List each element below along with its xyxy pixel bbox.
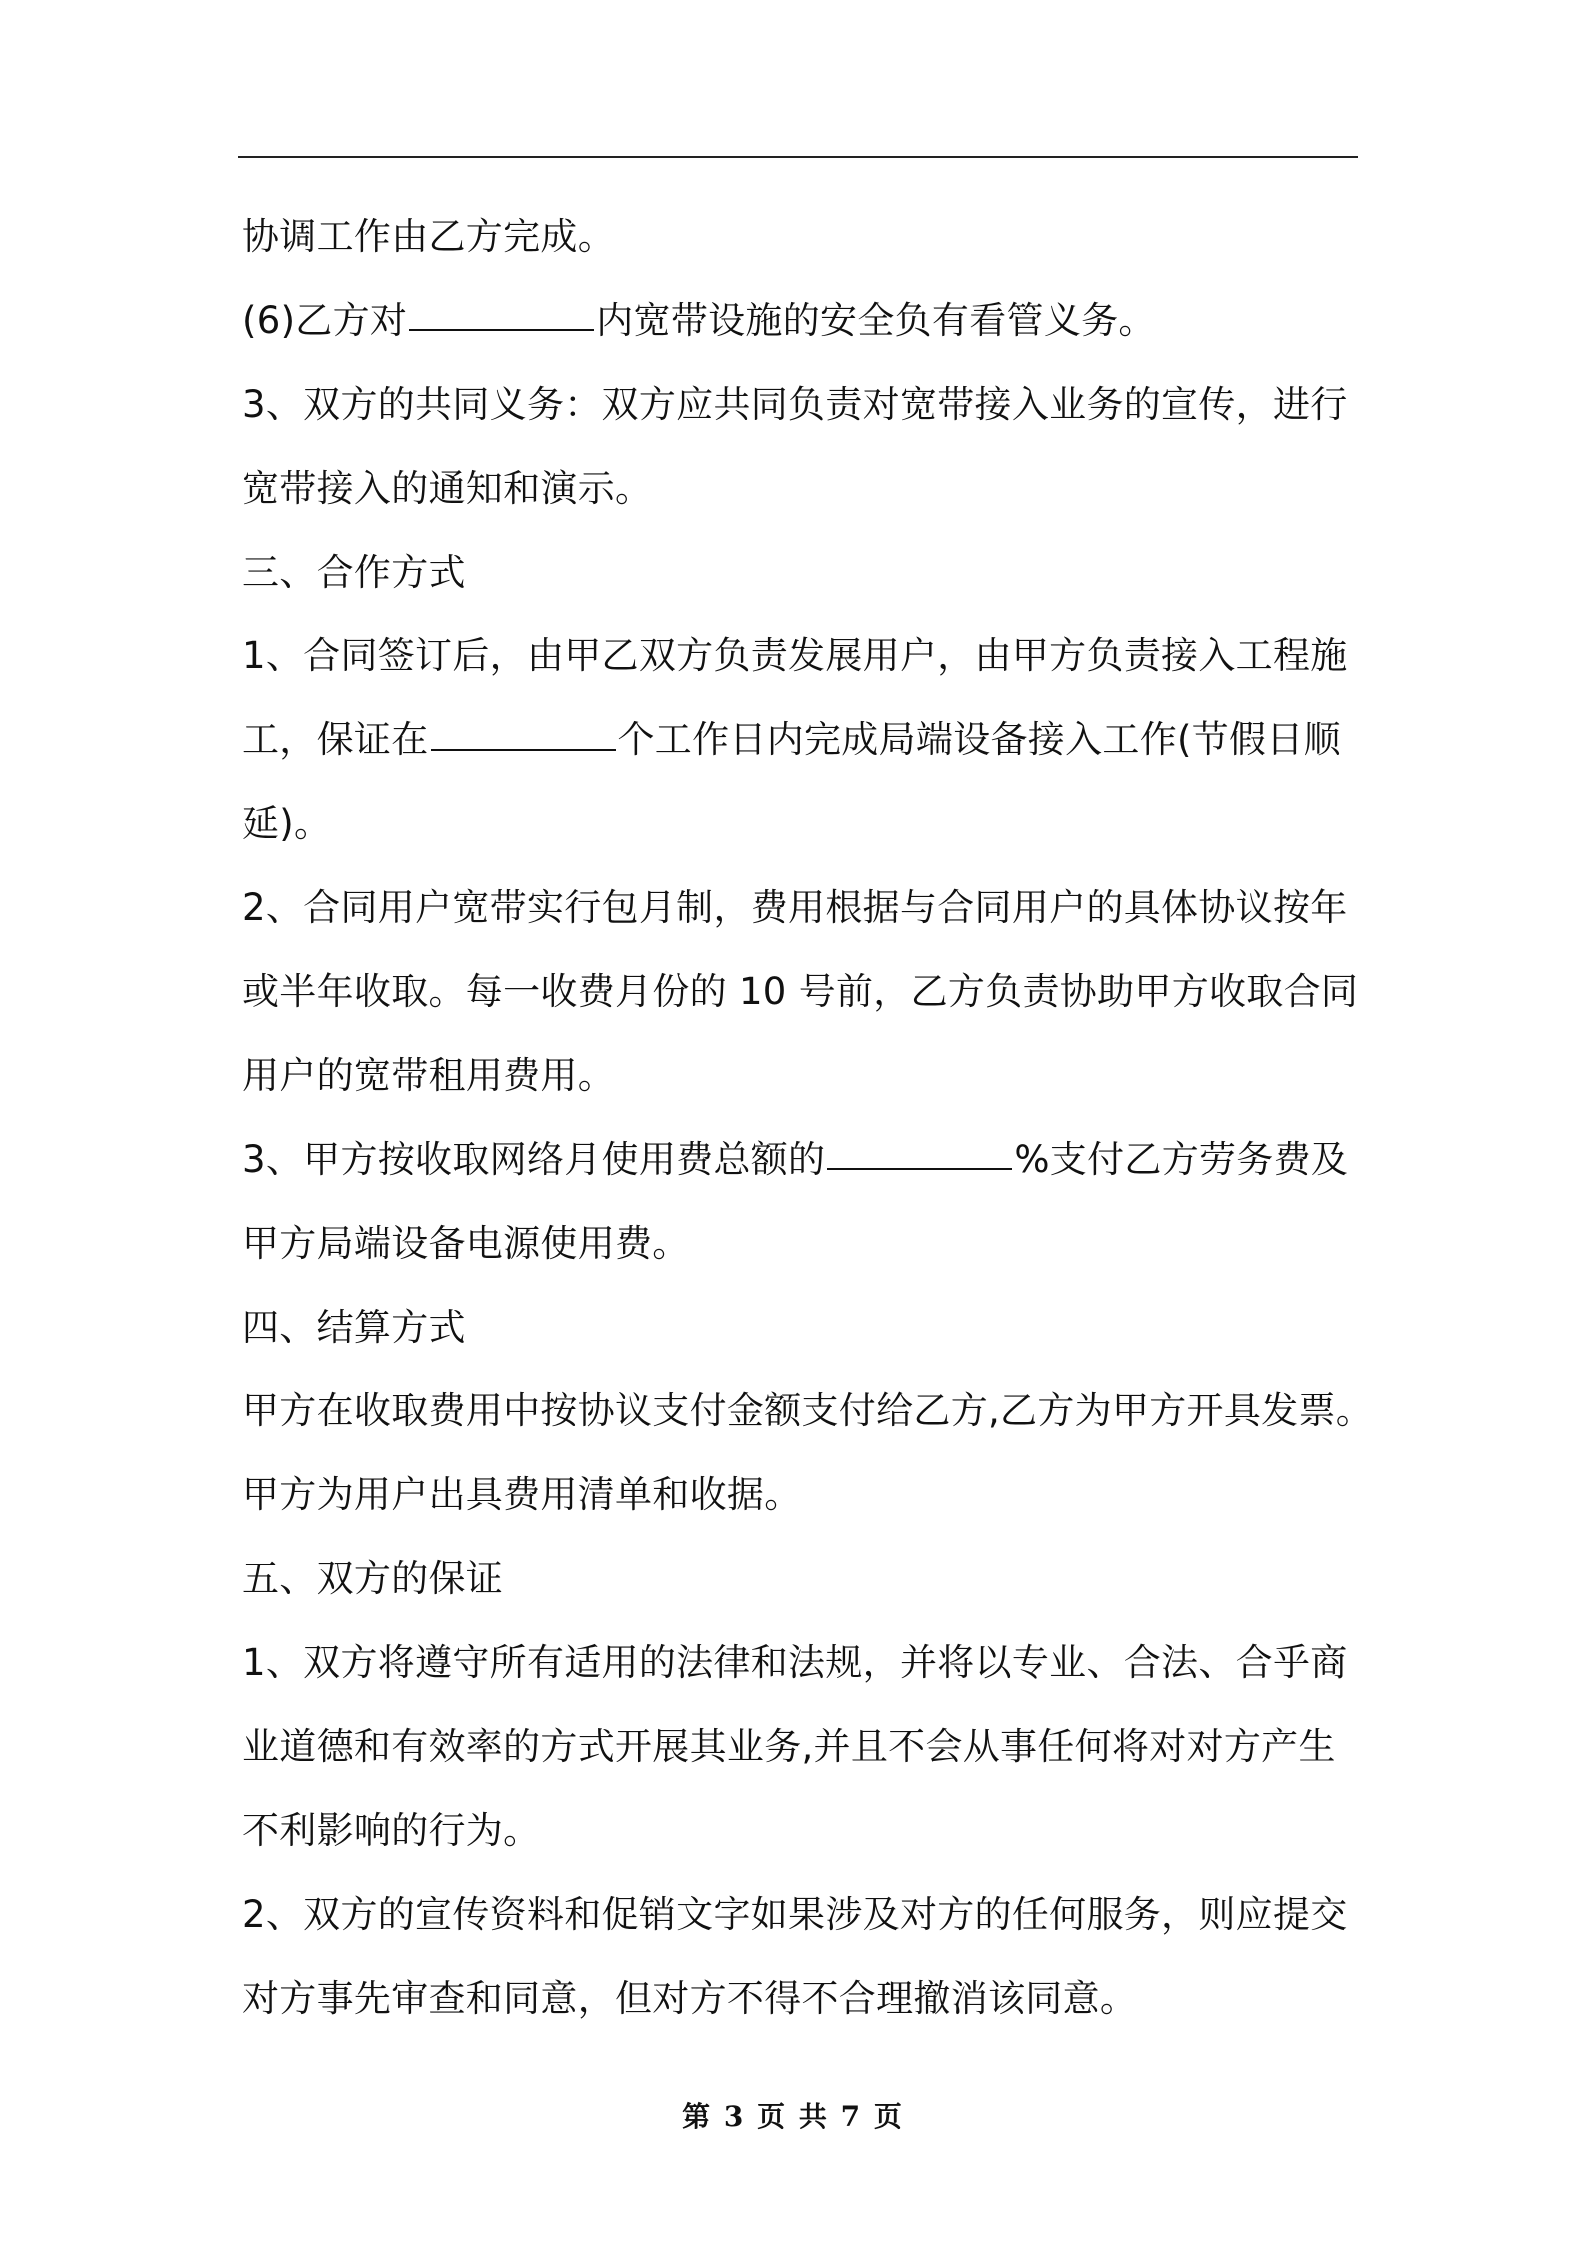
section-heading <box>242 531 1367 615</box>
line-text: 或半年收取。每一收费月份的 10 号前，乙方负责协助甲方收取合同 <box>242 970 1359 1014</box>
line-text: 三、合作方式 <box>242 550 466 594</box>
line-text: 五、双方的保证 <box>242 1557 504 1601</box>
header-rule <box>238 156 1358 158</box>
line-text: 3、双方的共同义务：双方应共同负责对宽带接入业务的宣传，进行 <box>242 382 1348 426</box>
text-line <box>242 1034 1367 1118</box>
text-line <box>242 1202 1367 1286</box>
section-heading <box>242 1537 1367 1621</box>
fill-blank <box>431 748 616 751</box>
line-text: 2、合同用户宽带实行包月制，费用根据与合同用户的具体协议按年 <box>242 886 1348 930</box>
line-text: 1、合同签订后，由甲乙双方负责发展用户，由甲方负责接入工程施 <box>242 634 1348 678</box>
text-line <box>242 447 1367 531</box>
document-body <box>242 195 1374 2041</box>
text-line <box>242 1369 1374 1453</box>
line-text: 对方事先审查和同意，但对方不得不合理撤消该同意。 <box>242 1976 1138 2020</box>
line-text: 工，保证在 <box>242 718 429 762</box>
line-text: 业道德和有效率的方式开展其业务,并且不会从事任何将对对方产生 <box>242 1725 1336 1769</box>
line-text: 甲方局端设备电源使用费。 <box>242 1221 690 1265</box>
line-text: 个工作日内完成局端设备接入工作(节假日顺 <box>617 718 1341 762</box>
text-line <box>242 195 1367 279</box>
line-text: (6)乙方对 <box>242 298 408 342</box>
text-line <box>242 1705 1367 1789</box>
line-text: 延)。 <box>242 802 332 846</box>
page-number-footer: 第 3 页 共 7 页 <box>682 2100 904 2133</box>
line-text: 3、甲方按收取网络月使用费总额的 <box>242 1137 826 1181</box>
line-text: 宽带接入的通知和演示。 <box>242 466 653 510</box>
line-text: 不利影响的行为。 <box>242 1808 541 1852</box>
text-line <box>242 363 1367 447</box>
text-line <box>242 1453 1367 1537</box>
text-line <box>242 950 1367 1034</box>
line-text: 协调工作由乙方完成。 <box>242 215 615 258</box>
text-line <box>242 1789 1367 1873</box>
line-text: 甲方为用户出具费用清单和收据。 <box>242 1473 802 1517</box>
line-text: 四、结算方式 <box>242 1305 466 1349</box>
text-line <box>242 1621 1367 1705</box>
line-text: 内宽带设施的安全负有看管义务。 <box>596 298 1156 342</box>
fill-blank <box>827 1167 1012 1170</box>
fill-blank <box>409 328 594 331</box>
text-line <box>242 1957 1367 2041</box>
text-line <box>242 614 1367 698</box>
text-line <box>242 1118 1367 1202</box>
section-heading <box>242 1286 1367 1370</box>
line-text: 甲方在收取费用中按协议支付金额支付给乙方,乙方为甲方开具发票。 <box>242 1389 1374 1433</box>
line-text: 1、双方将遵守所有适用的法律和法规，并将以专业、合法、合乎商 <box>242 1641 1348 1685</box>
text-line <box>242 866 1367 950</box>
line-text: 2、双方的宣传资料和促销文字如果涉及对方的任何服务，则应提交 <box>242 1892 1348 1936</box>
text-line <box>242 1873 1367 1957</box>
line-text: 用户的宽带租用费用。 <box>242 1053 615 1097</box>
text-line <box>242 279 1367 363</box>
text-line <box>242 782 1367 866</box>
text-line <box>242 698 1367 782</box>
line-text: %支付乙方劳务费及 <box>1014 1137 1349 1181</box>
